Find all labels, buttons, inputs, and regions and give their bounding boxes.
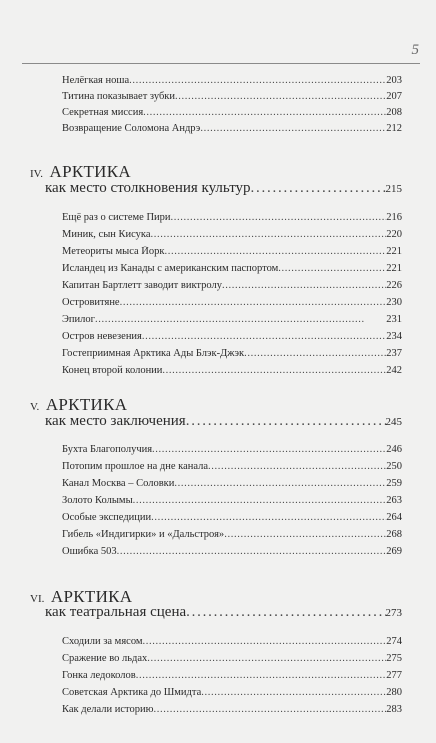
toc-entry: Миник, сын Кисука . . . 220 bbox=[62, 229, 402, 243]
toc-entry: Как делали историю . . . 283 bbox=[62, 704, 402, 718]
toc-entry: Эпилог . . . 231 bbox=[62, 314, 402, 328]
toc-entry: Конец второй колонии . . . 242 bbox=[62, 365, 402, 379]
toc-entry: Особые экспедиции . . . 264 bbox=[62, 512, 402, 526]
toc-entry: Гонка ледоколов . . . 277 bbox=[62, 670, 402, 684]
toc-entry: Ещё раз о системе Пири . . . 216 bbox=[62, 212, 402, 226]
toc-entry: Ошибка 503 . . . 269 bbox=[62, 546, 402, 560]
toc-entry: Островитяне . . . 230 bbox=[62, 297, 402, 311]
toc-entry: Советская Арктика до Шмидта . . . 280 bbox=[62, 687, 402, 701]
toc-entry: Метеориты мыса Йорк . . . 221 bbox=[62, 246, 402, 260]
toc-entry: Гостеприимная Арктика Ады Блэк-Джэк . . . 237 bbox=[62, 348, 402, 362]
header-rule bbox=[22, 63, 420, 64]
part-title: V. АРКТИКА bbox=[30, 395, 128, 414]
toc-entry: Исландец из Канады с американским паспортом . . . 221 bbox=[62, 263, 402, 277]
toc-entry: Сходили за мясом . . . 274 bbox=[62, 636, 402, 650]
toc-entry: Канал Москва – Соловки . . . 259 bbox=[62, 478, 402, 492]
toc-entry: Потопим прошлое на дне канала . . . 250 bbox=[62, 461, 402, 475]
part-subtitle: как место столкновения культур . . . 215 bbox=[45, 180, 402, 199]
toc-entry: Сражение во льдах . . . 275 bbox=[62, 653, 402, 667]
page-number: 5 bbox=[411, 42, 419, 58]
toc-entry: Золото Колымы . . . 263 bbox=[62, 495, 402, 509]
toc-entry: Бухта Благополучия . . . 246 bbox=[62, 444, 402, 458]
toc-entry: Гибель «Индигирки» и «Дальстроя» . . . 268 bbox=[62, 529, 402, 543]
toc-entry: Возвращение Соломона Андрэ . . . 212 bbox=[62, 123, 402, 137]
part-subtitle: как место заключения . . . 245 bbox=[45, 413, 402, 432]
toc-entry: Остров невезения . . . 234 bbox=[62, 331, 402, 345]
toc-entry: Титина показывает зубки . . . 207 bbox=[62, 91, 402, 105]
toc-entry: Нелёгкая ноша . . . 203 bbox=[62, 75, 402, 89]
part-title: VI. АРКТИКА bbox=[30, 587, 133, 606]
part-subtitle: как театральная сцена . . . 273 bbox=[45, 604, 402, 623]
part-title: IV. АРКТИКА bbox=[30, 162, 131, 181]
toc-entry: Секретная миссия . . . 208 bbox=[62, 107, 402, 121]
toc-entry: Капитан Бартлетт заводит виктролу . . . 226 bbox=[62, 280, 402, 294]
